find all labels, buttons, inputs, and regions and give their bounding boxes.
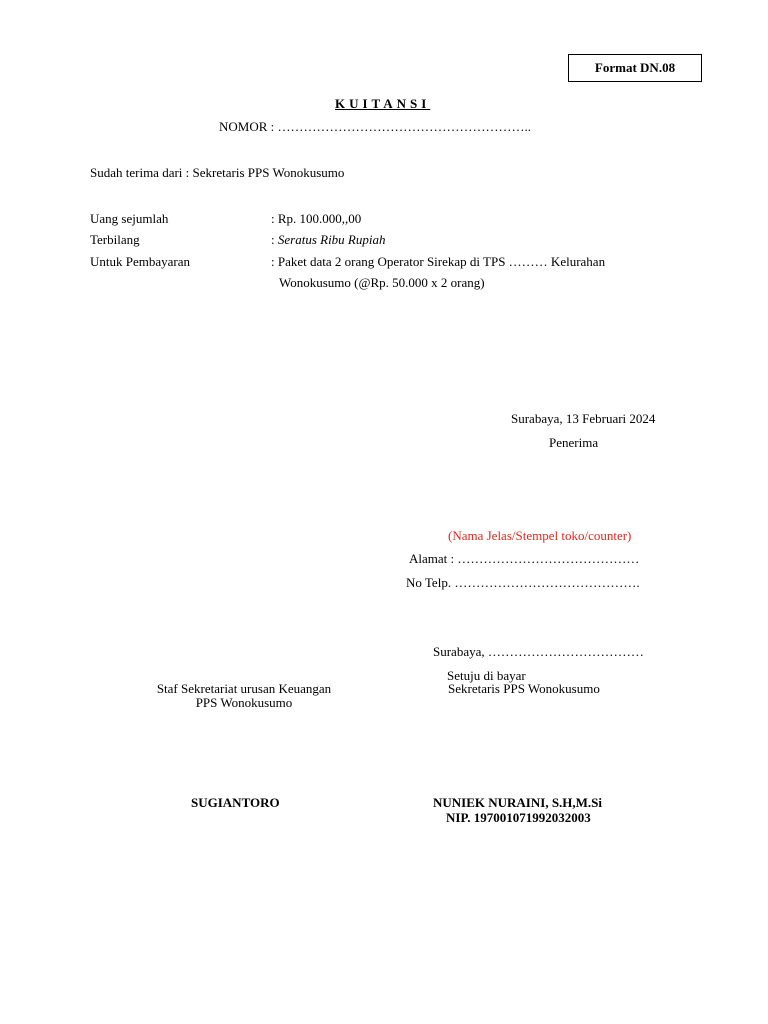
- right-signatory-nip: NIP. 197001071992032003: [446, 810, 591, 825]
- receiver-address: Alamat : ……………………………………: [409, 551, 640, 566]
- spelled-amount-label: Terbilang: [90, 232, 140, 247]
- receiver-phone: No Telp. …………………………………….: [406, 575, 640, 590]
- receiver-place-date: Surabaya, 13 Februari 2024: [511, 411, 656, 426]
- left-signatory-title-line1: Staf Sekretariat urusan Keuangan: [156, 681, 332, 696]
- receipt-number: NOMOR : …………………………………………………..: [219, 119, 532, 134]
- spelled-amount-row: [271, 232, 385, 248]
- approval-place-date: Surabaya, ………………………………: [433, 644, 644, 659]
- right-signatory-title: Sekretaris PPS Wonokusumo: [448, 681, 600, 696]
- purpose-value-line2: Wonokusumo (@Rp. 50.000 x 2 orang): [279, 275, 485, 290]
- received-from: Sudah terima dari : Sekretaris PPS Wonokusumo: [90, 165, 345, 180]
- left-signatory-name: SUGIANTORO: [191, 795, 280, 810]
- amount-label: Uang sejumlah: [90, 211, 169, 226]
- receiver-label: Penerima: [549, 435, 599, 450]
- right-signatory-name: NUNIEK NURAINI, S.H,M.Si: [433, 795, 603, 810]
- amount-value: : Rp. 100.000,,00: [271, 211, 362, 226]
- spelled-amount-value: Seratus Ribu Rupiah: [277, 232, 386, 247]
- purpose-label: Untuk Pembayaran: [90, 254, 191, 269]
- receiver-name-placeholder: (Nama Jelas/Stempel toko/counter): [448, 528, 632, 543]
- left-signatory-title-line2: PPS Wonokusumo: [195, 695, 293, 710]
- purpose-value-line1: : Paket data 2 orang Operator Sirekap di TPS ……… Kelurahan: [271, 254, 606, 269]
- spelled-amount-colon: :: [271, 232, 278, 247]
- format-code-box: [568, 54, 702, 82]
- document-title: KUITANSI: [335, 96, 431, 111]
- approval-label: Setuju di bayar: [447, 668, 526, 683]
- format-code-label: Format DN.08: [594, 60, 676, 75]
